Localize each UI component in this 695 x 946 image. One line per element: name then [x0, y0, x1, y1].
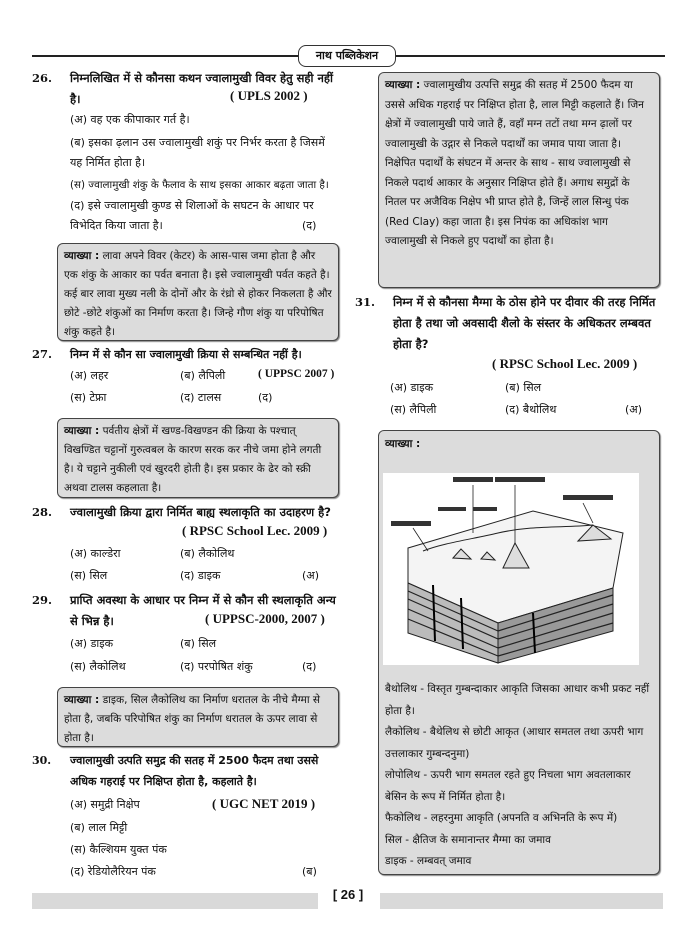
volcanic-landforms-diagram — [383, 473, 639, 665]
option: (ब) लैपिली — [180, 369, 226, 382]
header-rule-right — [392, 55, 665, 57]
definitions-list — [385, 679, 655, 873]
option: (ब) लाल मिट्टी — [70, 821, 128, 834]
question-text: प्राप्ति अवस्था के आधार पर निम्न में से कौन सी स्थलाकृति अन्य से भिन्न है। — [70, 593, 336, 628]
explanation-box — [57, 687, 339, 747]
option: (अ) काल्डेरा — [70, 547, 121, 560]
answer: (अ) — [625, 403, 642, 416]
question-text: निम्न में से कौन सा ज्वालामुखी क्रिया से सम्बन्धित नहीं है। — [70, 348, 302, 361]
option: (द) टालस — [180, 391, 222, 404]
question-source: ( RPSC School Lec. 2009 ) — [182, 523, 328, 538]
explanation-label: व्याख्या : — [64, 425, 100, 437]
explanation-label: व्याख्या : — [385, 79, 421, 91]
question-number: 31. — [355, 295, 376, 309]
option: (स) लैपिली — [390, 403, 437, 416]
question-text: ज्वालामुखी उत्पति समुद्र की सतह में 2500 फैदम तथा उससे अधिक गहराई पर निक्षिप्त होता है, कहलाते है। — [70, 754, 319, 788]
explanation-box — [378, 430, 660, 875]
footer-bar-left — [32, 893, 318, 909]
answer: (द) — [302, 660, 317, 673]
question-source: ( RPSC School Lec. 2009 ) — [492, 356, 638, 371]
footer-bar-right — [380, 893, 663, 909]
explanation-text: डाइक, सिल लैकोलिथ का निर्माण धरातल के नीचे मैग्मा से होता है, जबकि परिपोषित शंकु का निर्माण धरातल के ऊपर लावा से होता है। — [64, 694, 320, 744]
explanation-label: व्याख्या : — [64, 694, 100, 706]
question-source: ( UGC NET 2019 ) — [212, 796, 316, 811]
option: (द) बैथोलिथ — [505, 403, 557, 416]
option: (ब) सिल — [180, 637, 217, 650]
option: (ब) लैकोलिथ — [180, 547, 235, 560]
answer: (ब) — [302, 865, 317, 878]
question-source: ( UPPSC 2007 ) — [258, 368, 335, 380]
option: (अ) वह एक कीपाकार गर्त है। — [70, 113, 190, 126]
question-text: निम्नलिखित में से कौनसा कथन ज्वालामुखी विवर हेतु सही नहीं है। — [70, 71, 333, 106]
question-number: 26. — [32, 71, 53, 85]
answer: (द) — [302, 219, 317, 232]
option: (अ) डाइक — [390, 381, 434, 394]
option: (ब) सिल — [505, 381, 542, 394]
option: (स) सिल — [70, 569, 108, 582]
option: (स) कैल्शियम युक्त पंक — [70, 843, 167, 856]
question-number: 30. — [32, 754, 52, 767]
option: (द) डाइक — [180, 569, 221, 582]
explanation-label: व्याख्या : — [385, 438, 421, 450]
definition-sill: सिल - क्षैतिज के समानान्तर मैग्मा का जमाव — [385, 833, 551, 846]
option: (द) परपोषित शंकु — [180, 660, 253, 673]
answer: (अ) — [302, 569, 319, 582]
definition-batholith: बैथोलिथ - विस्तृत गुम्बन्दाकार आकृति जिसका आधार कभी प्रकट नहीं होता है। — [385, 683, 650, 717]
definition-laccolith: लैकोलिथ - बैथेलिथ से छोटी आकृत (आधार समतल तथा ऊपरी भाग उत्तलाकार गुम्बन्दनुमा) — [385, 726, 644, 760]
option: (द) इसे ज्वालामुखी कुण्ड से शिलाओं के सघटन के आधार पर विभेदित किया जाता है। — [70, 199, 314, 232]
option: (अ) लहर — [70, 369, 109, 382]
explanation-box — [57, 243, 339, 341]
explanation-box — [57, 418, 339, 498]
question-source: ( UPLS 2002 ) — [230, 88, 308, 103]
option: (ब) इसका ढ़लान उस ज्वालामुखी शकुं पर निर्भर करता है जिसमें यह निर्मित होता है। — [70, 136, 325, 169]
question-text: निम्न में से कौनसा मैग्मा के ठोस होने पर दीवार की तरह निर्मित होता है तथा जो अवसादी शैलो के संस्तर के अधिकतर लम्बवत होता है? — [393, 295, 656, 351]
question-number: 27. — [32, 347, 53, 361]
option: (स) लैकोलिथ — [70, 660, 126, 673]
definition-dike: डाइक - लम्बवत् जमाव — [385, 855, 472, 867]
question-text: ज्वालामुखी क्रिया द्वारा निर्मित बाह्य स्थलाकृति का उदाहरण है? — [70, 505, 331, 519]
question-number: 29. — [32, 593, 53, 607]
explanation-box — [378, 72, 660, 288]
option: (द) रेडियोलैरियन पंक — [70, 865, 156, 878]
block-diagram-illustration — [383, 473, 639, 665]
question-number: 28. — [32, 505, 53, 519]
explanation-text: पर्वतीय क्षेत्रों में खण्ड-विखण्डन की क्रिया के पश्चात् विखण्डित चट्टानों गुरुत्वबल के कारण सरक कर नीचे जमा होने लगती है। ये चट्टाने नुकीली एवं खुरदरी होती है। इस प्रकार के ढेर को स्क्री अथवा टालस कहलाता है। — [64, 425, 322, 494]
option: (स) ज्वालामुखी शंकु के फैलाव के साथ इसका आकार बढ़ता जाता है। — [70, 179, 329, 191]
explanation-text: लावा अपने विवर (केटर) के आस-पास जमा होता है और एक शंकु के आकार का पर्वत बनाता है। इसे ज्वालामुखी पर्वत कहते है। कई बार लावा मुख्य नली के दोनों और के रंध्रो से होकर निकलता है और छोटे -छोटे शंकुओं का निर्माण करता है। जिन्हे गौण शंकु या परिपोषित शंकु कहते है। — [64, 250, 332, 338]
option: (अ) डाइक — [70, 637, 114, 650]
option: (अ) समुद्री निक्षेप — [70, 798, 140, 811]
question-source: ( UPPSC-2000, 2007 ) — [205, 611, 325, 626]
publisher-badge: नाथ पब्लिकेशन — [298, 45, 396, 67]
header-rule-left — [32, 55, 300, 57]
page-number: [ 26 ] — [332, 887, 364, 902]
definition-phacolith: फैकोलिथ - लहरनुमा आकृति (अपनति व अभिनति के रूप में) — [385, 812, 618, 824]
explanation-label: व्याख्या : — [64, 250, 100, 262]
option: (स) टेफ्रा — [70, 391, 107, 404]
explanation-text: ज्वालामुखीय उत्पत्ति समुद्र की सतह में 2500 फैदम या उससे अधिक गहराई पर निक्षिप्त होता है, लाल मिट्टी कहलाते हैं। जिन क्षेत्रों में ज्वालामुखी पाये जाते हैं, वहाँ मग्न तटों तथा मग्न ढ़ालों पर ज्वालामुखी के उद्गार से निकले पदार्थों का जमाव पाया जाता है। निक्षेपित पदार्थों के संघटन में अन्तर के साथ - साथ ज्वालामुखी से निकले पदार्थ आकार के अनुसार निक्षिप्त होते हैं। अगाध समुद्रों के नितल पर अजैविक निक्षेप भी प्राप्त होते है, जिन्हें लाल सिन्धु पंक (Red Clay) कहा जाता है। इस निपंक का अधिकांश भाग ज्वालामुखी से निकले हुए पदार्थों का होता है। — [385, 79, 644, 247]
definition-lopolith: लोपोलिथ - ऊपरी भाग समतल रहते हुए निचला भाग अवतलाकार बेसिन के रूप में निर्मित होता है। — [385, 769, 631, 803]
answer: (द) — [258, 391, 273, 404]
